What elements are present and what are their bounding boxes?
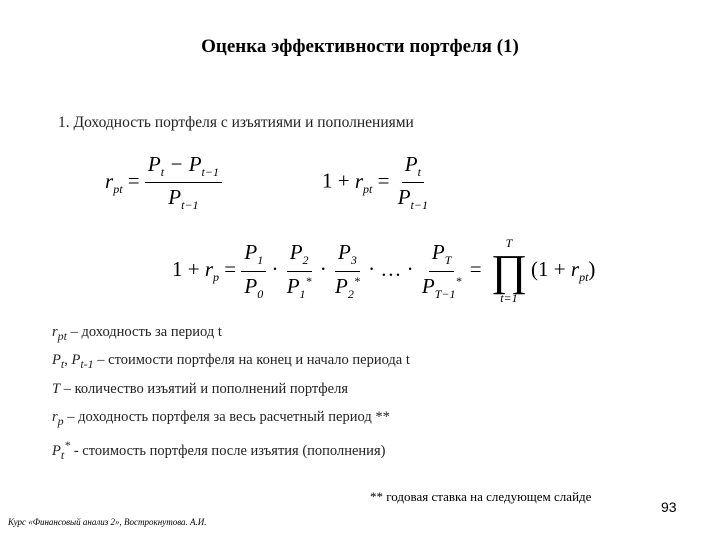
page-number: 93 bbox=[661, 499, 677, 515]
definition-t: T – количество изъятий и пополнений портфеля bbox=[52, 381, 349, 397]
formula-growth-factor: $1 + r_{pt}$ = $\frac{P_t}{P_{t-1}}$ bbox=[322, 152, 428, 213]
formula-return-period: $r_{pt}$ = $\frac{P_t - P_{t-1}}{P_{t-1}}$ bbox=[105, 152, 222, 213]
formula-total-return: $1 + r_p$ = $\frac{P_1}{P_0}$ · $\frac{P_2}{P_1^*}$ · $\frac{P_3}{P_2^*}$ · … · $\frac{P_T}{P_{T-1}^*}$ = T ∏ t=1 $(1 + r_{pt})$ bbox=[172, 236, 596, 305]
definition-pt-star: $P_t^*$ - стоимость портфеля после изъятия (пополнения) bbox=[52, 438, 386, 462]
slide-title: Оценка эффективности портфеля (1) bbox=[201, 36, 519, 57]
course-label: Курс «Финансовый анализ 2», Вострокнутова. А.И. bbox=[8, 517, 207, 527]
footnote: ** годовая ставка на следующем слайде bbox=[370, 489, 592, 504]
definition-rp: $r_p$ – доходность портфеля за весь расчетный период ** bbox=[52, 409, 390, 428]
definition-pt: $P_t$, $P_{t-1}$ – стоимости портфеля на конец и начало периода t bbox=[52, 352, 410, 371]
definition-rpt: $r_{pt}$ – доходность за период t bbox=[52, 324, 222, 343]
section-heading: 1. Доходность портфеля с изъятиями и пополнениями bbox=[58, 114, 414, 131]
